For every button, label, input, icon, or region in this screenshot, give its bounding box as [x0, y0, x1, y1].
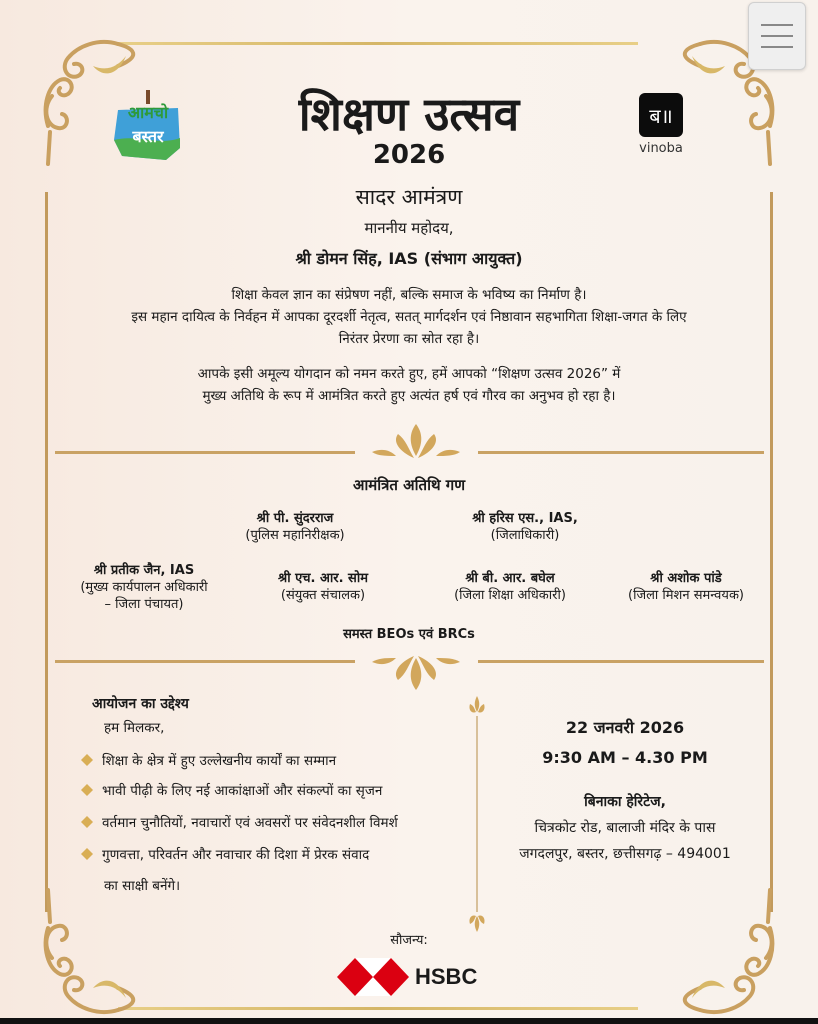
- divider-line-right: [478, 451, 764, 454]
- venue-name: बिनाका हेरिटेज,: [584, 794, 666, 810]
- floral-ornament-icon: [368, 650, 464, 692]
- list-item: वर्तमान चुनौतियों, नवाचारों एवं अवसरों पर संवेदनशील विमर्श: [80, 813, 398, 831]
- venue-address-line: जगदलपुर, बस्तर, छत्तीसगढ़ – 494001: [519, 846, 731, 862]
- honoree-name: श्री डोमन सिंह, IAS (संभाग आयुक्त): [295, 249, 523, 268]
- guest-card: श्री पी. सुंदरराज (पुलिस महानिरीक्षक): [245, 511, 345, 543]
- svg-text:बस्तर: बस्तर: [132, 127, 164, 146]
- guest-card: श्री बी. आर. बघेल (जिला शिक्षा अधिकारी): [454, 571, 566, 603]
- list-item: भावी पीढ़ी के लिए नई आकांक्षाओं और संकल्पों का सृजन: [80, 781, 382, 799]
- diamond-bullet-icon: [80, 783, 94, 797]
- divider-line-right: [478, 660, 764, 663]
- salutation: माननीय महोदय,: [364, 219, 454, 237]
- bottom-bar: [0, 1018, 818, 1024]
- objectives-intro: हम मिलकर,: [104, 720, 165, 736]
- diamond-bullet-icon: [80, 815, 94, 829]
- invitation-subtitle: सादर आमंत्रण: [355, 185, 463, 209]
- paragraph-1: शिक्षा केवल ज्ञान का संप्रेषण नहीं, बल्कि समाज के भविष्य का निर्माण है। इस महान दायित्व के निर्वहन में आपका दूरदर्शी नेतृत्व, सतत् मार्गदर्शन एवं निष्ठावान सहभागिता शिक्षा-जगत के लिए निरंतर प्रेरणा का स्रोत रहा है।: [131, 287, 687, 347]
- diamond-bullet-icon: [80, 753, 94, 767]
- objectives-closing: का साक्षी बनेंगे।: [104, 878, 181, 894]
- guest-card: श्री प्रतीक जैन, IAS (मुख्य कार्यपालन अधिकारी – जिला पंचायत): [80, 563, 208, 612]
- frame-top-line: [118, 42, 638, 45]
- venue-address-line: चित्रकोट रोड, बालाजी मंदिर के पास: [534, 820, 716, 836]
- svg-text:आमचो: आमचो: [127, 103, 169, 122]
- guests-heading: आमंत्रित अतिथि गण: [352, 476, 466, 494]
- hsbc-logo: [337, 958, 477, 996]
- guest-card: श्री अशोक पांडे (जिला मिशन समन्वयक): [628, 571, 744, 603]
- event-date: 22 जनवरी 2026: [565, 718, 685, 737]
- event-time: 9:30 AM – 4.30 PM: [542, 748, 708, 767]
- divider-line-left: [55, 660, 355, 663]
- list-item: गुणवत्ता, परिवर्तन और नवाचार की दिशा में प्रेरक संवाद: [80, 845, 369, 863]
- hamburger-menu-button[interactable]: [748, 2, 806, 70]
- frame-bottom-line: [118, 1007, 638, 1010]
- guest-card: श्री एच. आर. सोम (संयुक्त संचालक): [277, 571, 368, 603]
- page-title: शिक्षण उत्सव: [298, 87, 520, 141]
- guest-card: श्री हरिस एस., IAS, (जिलाधिकारी): [472, 511, 578, 543]
- paragraph-2: आपके इसी अमूल्य योगदान को नमन करते हुए, हमें आपको “शिक्षण उत्सव 2026” में मुख्य अतिथि के रूप में आमंत्रित करते हुए अत्यंत हर्ष एवं गौरव का अनुभव हो रहा है।: [197, 366, 621, 404]
- objectives-heading: आयोजन का उद्देश्य: [92, 696, 189, 712]
- guests-footer: समस्त BEOs एवं BRCs: [343, 627, 475, 642]
- event-year: 2026: [372, 140, 446, 170]
- list-item: शिक्षा के क्षेत्र में हुए उल्लेखनीय कार्यों का सम्मान: [80, 751, 336, 769]
- vinoba-logo-text: vinoba: [639, 141, 683, 156]
- sponsor-name: HSBC: [415, 964, 478, 989]
- vinoba-logo-glyph: ब॥: [649, 103, 673, 128]
- divider-line-left: [55, 451, 355, 454]
- corner-ornament-bottom-left: [38, 888, 148, 1018]
- hamburger-menu-icon: [761, 24, 793, 26]
- sponsor-label: सौजन्य:: [390, 933, 428, 948]
- diamond-bullet-icon: [80, 847, 94, 861]
- hsbc-hexagon-icon: [337, 958, 409, 996]
- corner-ornament-bottom-right: [670, 888, 780, 1018]
- floral-ornament-icon: [368, 422, 464, 464]
